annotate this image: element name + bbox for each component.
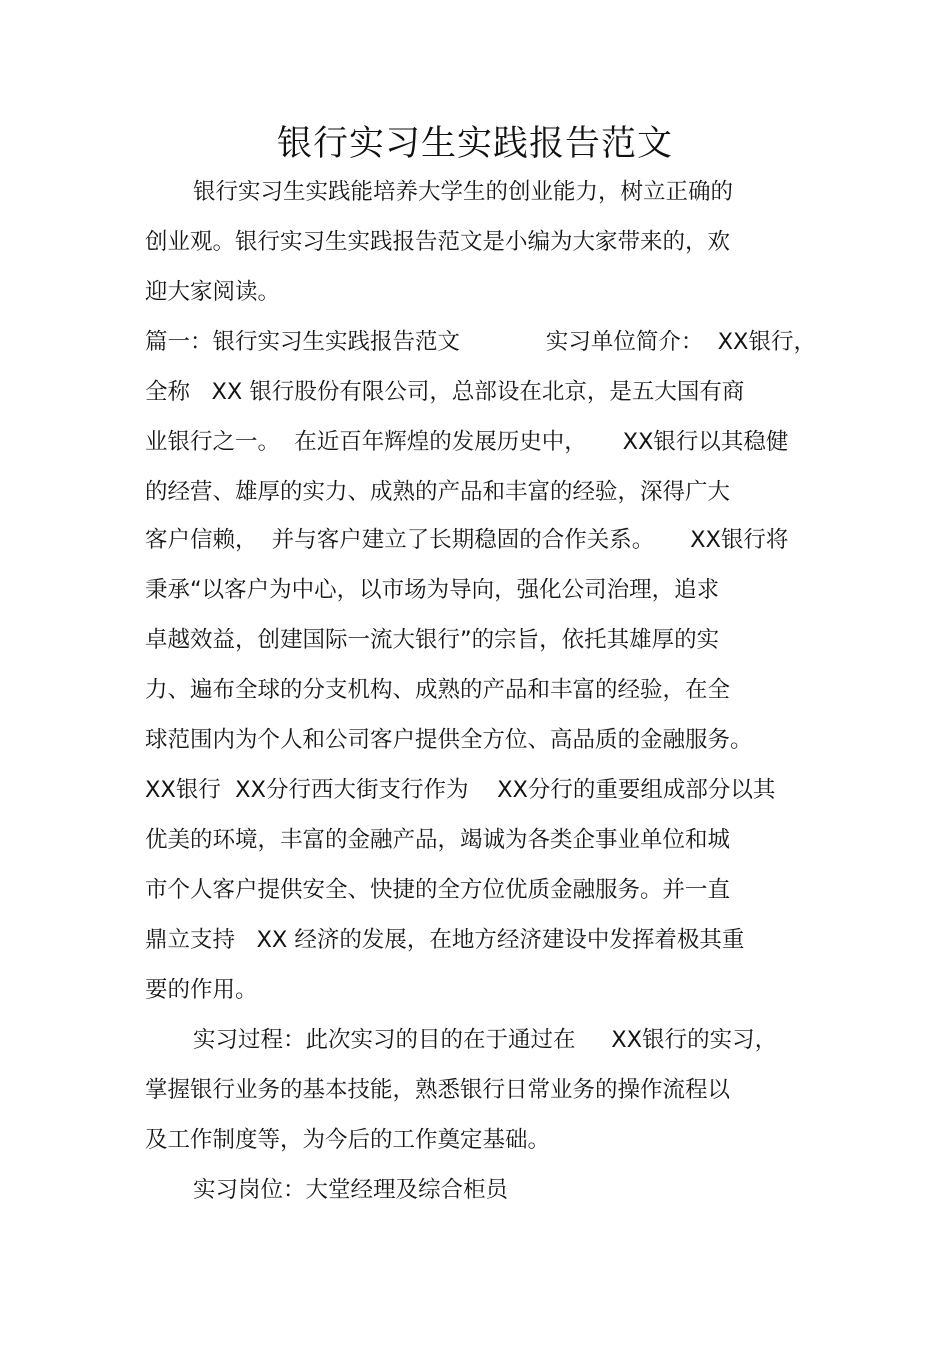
text-line: 力、遍布全球的分支机构、成熟的产品和丰富的经验，在全 xyxy=(145,677,731,703)
text-line: 全称 XX 银行股份有限公司，总部设在北京，是五大国有商 xyxy=(145,379,745,405)
text-line: 银行实习生实践能培养大学生的创业能力，树立正确的 xyxy=(193,179,734,205)
text-line: 客户信赖， 并与客户建立了长期稳固的合作关系。 XX银行将 xyxy=(145,527,789,553)
text-line: 迎大家阅读。 xyxy=(145,279,281,305)
text-line: 的经营、雄厚的实力、成熟的产品和丰富的经验，深得广大 xyxy=(145,479,731,505)
text-line: XX银行 XX分行西大街支行作为 XX分行的重要组成部分以其 xyxy=(145,777,776,803)
text-line: 秉承“以客户为中心，以市场为导向，强化公司治理，追求 xyxy=(145,577,720,603)
text-line: 业银行之一。 在近百年辉煌的发展历史中， XX银行以其稳健 xyxy=(145,429,789,455)
document-title: 银行实习生实践报告范文 xyxy=(276,124,673,164)
text-line: 鼎立支持 XX 经济的发展，在地方经济建设中发挥着极其重 xyxy=(145,927,745,953)
text-line: 篇一：银行实习生实践报告范文 实习单位简介： XX银行， xyxy=(145,329,816,355)
text-line: 及工作制度等，为今后的工作奠定基础。 xyxy=(145,1127,551,1153)
text-line: 要的作用。 xyxy=(145,977,258,1003)
text-line: 实习岗位：大堂经理及综合柜员 xyxy=(193,1177,509,1203)
text-line: 球范围内为个人和公司客户提供全方位、高品质的金融服务。 xyxy=(145,727,753,753)
text-line: 实习过程：此次实习的目的在于通过在 XX银行的实习， xyxy=(193,1027,778,1053)
text-line: 创业观。银行实习生实践报告范文是小编为大家带来的，欢 xyxy=(145,229,731,255)
text-line: 掌握银行业务的基本技能，熟悉银行日常业务的操作流程以 xyxy=(145,1077,731,1103)
text-line: 卓越效益，创建国际一流大银行”的宗旨，依托其雄厚的实 xyxy=(145,627,720,653)
text-line: 市个人客户提供安全、快捷的全方位优质金融服务。并一直 xyxy=(145,877,731,903)
text-line: 优美的环境，丰富的金融产品，竭诚为各类企事业单位和城 xyxy=(145,827,731,853)
